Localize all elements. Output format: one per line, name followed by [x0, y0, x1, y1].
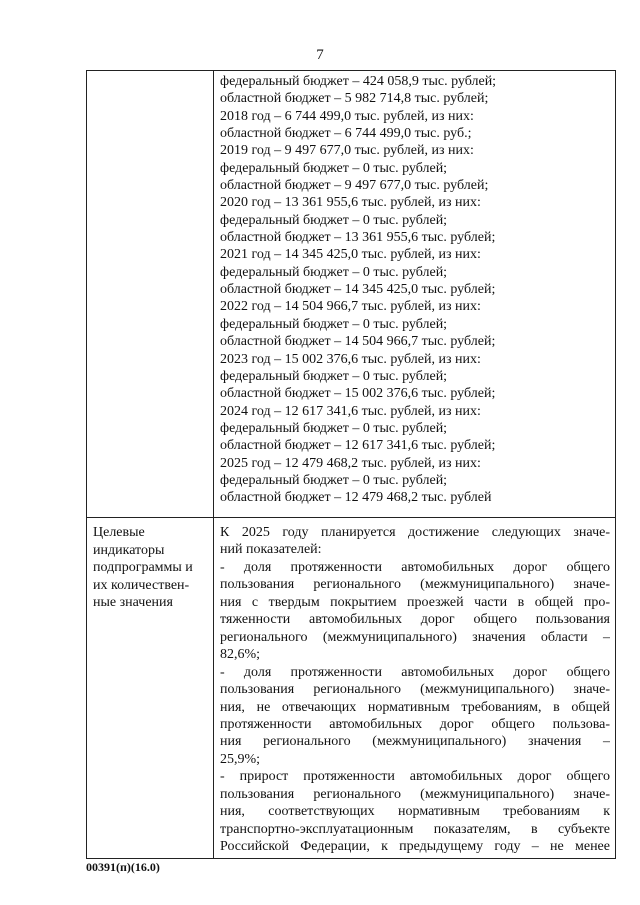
indicator-line: ния с твердым покрытием проезжей части в общей про- — [220, 594, 610, 610]
indicators-label-line: подпрограммы и — [93, 560, 193, 575]
budget-line: областной бюджет – 5 982 714,8 тыс. рублей; — [220, 91, 489, 107]
indicator-line: ния регионального (межмуниципального) значения – — [220, 734, 610, 750]
budget-line: областной бюджет – 12 479 468,2 тыс. рублей — [220, 490, 492, 506]
budget-line: 2020 год – 13 361 955,6 тыс. рублей, из них: — [220, 195, 481, 211]
budget-line: областной бюджет – 6 744 499,0 тыс. руб.; — [220, 126, 472, 142]
page-number: 7 — [316, 47, 324, 63]
indicator-line: пользования регионального (межмуниципального) значе- — [220, 577, 610, 593]
passport-table — [86, 70, 616, 859]
indicator-line: - доля протяженности автомобильных дорог общего — [220, 559, 610, 575]
budget-line: 2024 год – 12 617 341,6 тыс. рублей, из них: — [220, 403, 481, 419]
budget-line: федеральный бюджет – 0 тыс. рублей; — [220, 368, 448, 384]
budget-line: федеральный бюджет – 0 тыс. рублей; — [220, 316, 448, 332]
indicator-line: пользования регионального (межмуниципального) значе- — [220, 786, 610, 802]
indicator-line: ния, не отвечающих нормативным требованиям, в общей — [220, 699, 610, 715]
indicators-row — [87, 518, 616, 859]
indicator-line: - доля протяженности автомобильных дорог общего — [220, 664, 610, 680]
indicator-line: К 2025 году планируется достижение следующих значе- — [220, 525, 610, 540]
indicators-label-line: Целевые — [93, 525, 145, 540]
indicator-line: пользования регионального (межмуниципального) значе- — [220, 682, 610, 698]
budget-line: областной бюджет – 9 497 677,0 тыс. рублей; — [220, 178, 489, 194]
indicator-line: регионального (межмуниципального) значения области – — [220, 629, 610, 645]
budget-label-cell — [87, 71, 214, 518]
budget-line: федеральный бюджет – 0 тыс. рублей; — [220, 420, 448, 436]
budget-line: областной бюджет – 12 617 341,6 тыс. рублей; — [220, 438, 496, 454]
budget-line: федеральный бюджет – 0 тыс. рублей; — [220, 160, 448, 176]
document-code: 00391(п)(16.0) — [86, 860, 160, 874]
budget-line: областной бюджет – 14 504 966,7 тыс. рублей; — [220, 334, 496, 350]
budget-line: 2021 год – 14 345 425,0 тыс. рублей, из них: — [220, 247, 481, 263]
indicators-label-line: ные значения — [93, 595, 173, 610]
budget-line: 2018 год – 6 744 499,0 тыс. рублей, из них: — [220, 108, 474, 124]
budget-line: областной бюджет – 13 361 955,6 тыс. рублей; — [220, 230, 496, 246]
budget-line: федеральный бюджет – 0 тыс. рублей; — [220, 212, 448, 228]
budget-line: областной бюджет – 15 002 376,6 тыс. рублей; — [220, 386, 496, 402]
budget-line: 2023 год – 15 002 376,6 тыс. рублей, из них: — [220, 351, 481, 367]
indicator-line: Российской Федерации, к предыдущему году – не менее — [220, 839, 610, 855]
indicators-label-cell — [87, 518, 214, 859]
indicators-cell — [214, 518, 616, 859]
budget-line: федеральный бюджет – 424 058,9 тыс. рублей; — [220, 74, 497, 89]
indicator-line: - прирост протяженности автомобильных дорог общего — [220, 769, 610, 785]
budget-line: федеральный бюджет – 0 тыс. рублей; — [220, 472, 448, 488]
budget-row — [87, 71, 616, 518]
budget-line: 2025 год – 12 479 468,2 тыс. рублей, из них: — [220, 455, 481, 471]
budget-cell — [214, 71, 616, 518]
indicator-line: ний показателей: — [220, 542, 322, 558]
indicator-line: ния, соответствующих нормативным требованиям к — [220, 804, 610, 820]
indicators-label-line: индикаторы — [93, 542, 165, 558]
budget-line: федеральный бюджет – 0 тыс. рублей; — [220, 264, 448, 280]
budget-line: 2022 год – 14 504 966,7 тыс. рублей, из них: — [220, 299, 481, 315]
indicator-line: тяженности автомобильных дорог общего пользования — [220, 612, 610, 628]
indicator-line: 82,6%; — [220, 647, 261, 663]
indicator-line: 25,9%; — [220, 751, 261, 767]
indicator-line: транспортно-эксплуатационным показателям, в субъекте — [220, 821, 610, 837]
indicators-label-line: их количествен- — [93, 577, 190, 593]
indicator-line: протяженности автомобильных дорог общего пользова- — [220, 716, 610, 732]
budget-line: 2019 год – 9 497 677,0 тыс. рублей, из них: — [220, 143, 474, 159]
budget-line: областной бюджет – 14 345 425,0 тыс. рублей; — [220, 282, 496, 298]
